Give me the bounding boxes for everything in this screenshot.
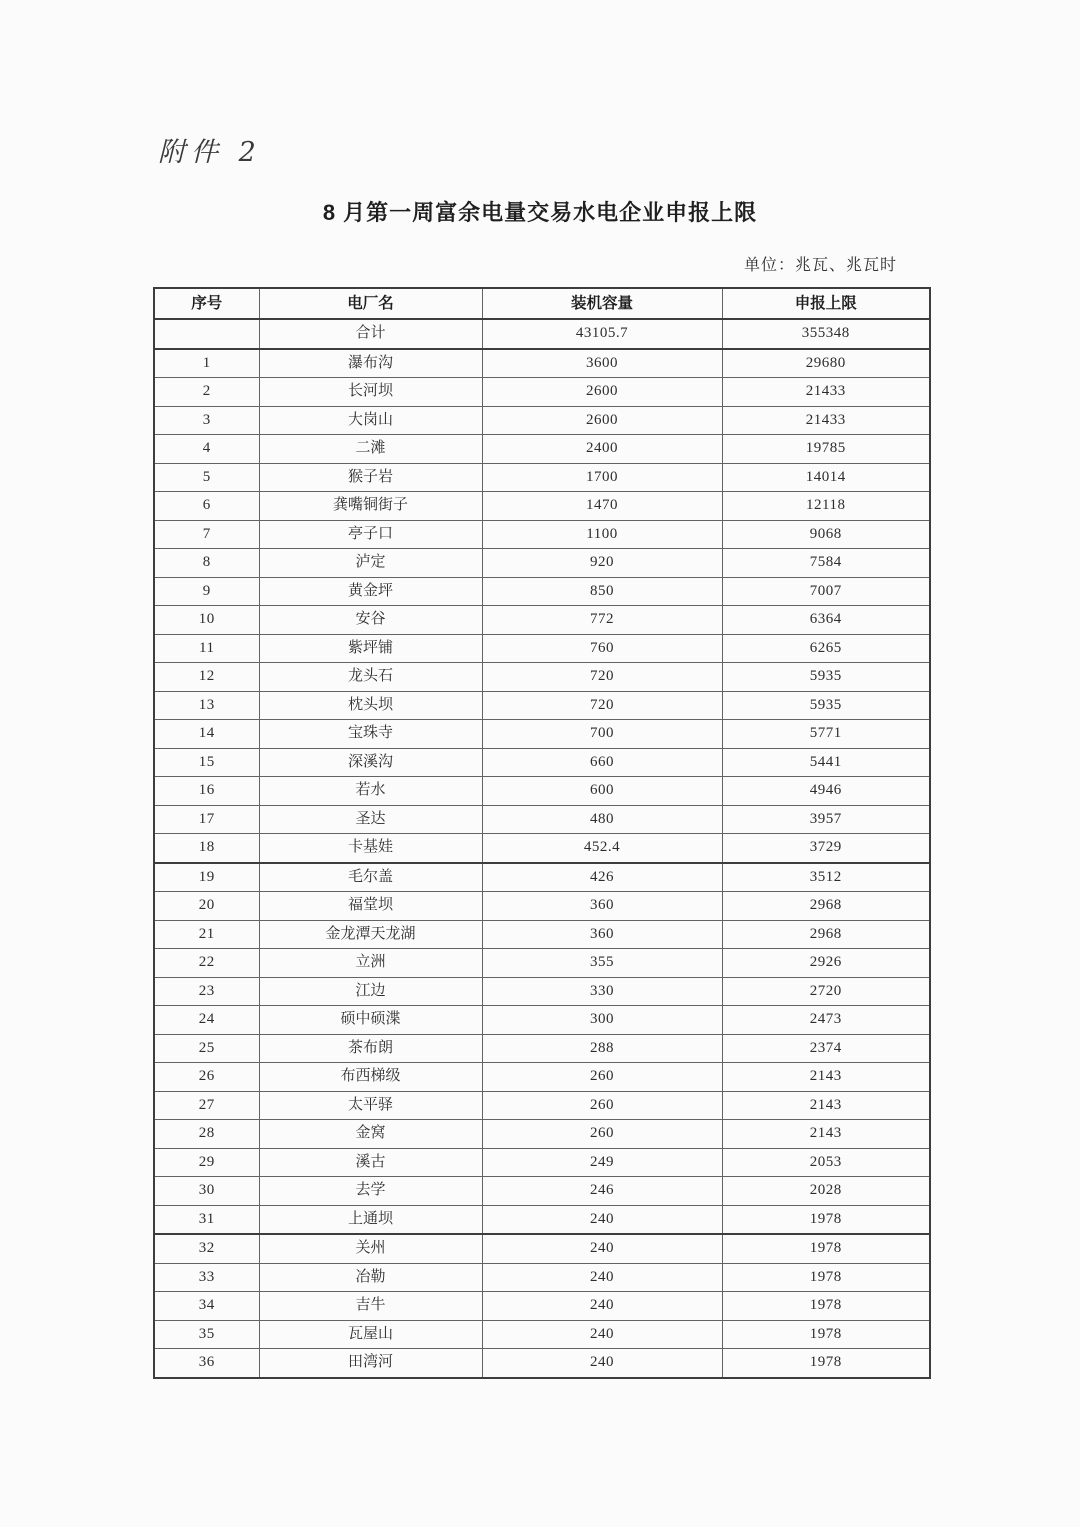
plant-name-cell: 福堂坝 (259, 892, 482, 921)
row-no-cell: 30 (154, 1177, 259, 1206)
capacity-cell: 600 (482, 777, 722, 806)
limit-cell: 1978 (722, 1292, 930, 1321)
table-row (154, 805, 930, 834)
plant-name-cell: 若水 (259, 777, 482, 806)
plant-name-cell: 冶勒 (259, 1263, 482, 1292)
limit-cell: 21433 (722, 378, 930, 407)
row-no-cell: 9 (154, 577, 259, 606)
row-no-cell: 17 (154, 805, 259, 834)
table-row (154, 949, 930, 978)
capacity-cell: 2600 (482, 378, 722, 407)
capacity-cell: 330 (482, 977, 722, 1006)
plant-name-cell: 长河坝 (259, 378, 482, 407)
table-row (154, 920, 930, 949)
capacity-cell: 240 (482, 1349, 722, 1378)
limit-cell: 2143 (722, 1063, 930, 1092)
row-no-cell: 6 (154, 492, 259, 521)
table-row (154, 1263, 930, 1292)
row-no-cell: 7 (154, 520, 259, 549)
limit-cell: 355348 (722, 319, 930, 349)
header-col-capacity: 装机容量 (482, 288, 722, 319)
capacity-cell: 240 (482, 1320, 722, 1349)
plant-name-cell: 江边 (259, 977, 482, 1006)
table-row (154, 977, 930, 1006)
capacity-cell: 2400 (482, 435, 722, 464)
plant-name-cell: 瓦屋山 (259, 1320, 482, 1349)
capacity-cell: 240 (482, 1205, 722, 1234)
row-no-cell: 4 (154, 435, 259, 464)
plant-name-cell: 紫坪铺 (259, 634, 482, 663)
table-row (154, 1205, 930, 1234)
row-no-cell: 28 (154, 1120, 259, 1149)
limit-cell: 5771 (722, 720, 930, 749)
header-col-no: 序号 (154, 288, 259, 319)
plant-name-cell: 合计 (259, 319, 482, 349)
limit-cell: 2968 (722, 892, 930, 921)
row-no-cell: 36 (154, 1349, 259, 1378)
row-no-cell: 24 (154, 1006, 259, 1035)
plant-name-cell: 宝珠寺 (259, 720, 482, 749)
plant-name-cell: 黄金坪 (259, 577, 482, 606)
plant-name-cell: 金龙潭天龙湖 (259, 920, 482, 949)
capacity-cell: 426 (482, 863, 722, 892)
capacity-cell: 660 (482, 748, 722, 777)
plant-name-cell: 大岗山 (259, 406, 482, 435)
limit-cell: 2028 (722, 1177, 930, 1206)
table-row (154, 1006, 930, 1035)
row-no-cell: 34 (154, 1292, 259, 1321)
plant-name-cell: 亭子口 (259, 520, 482, 549)
table-row (154, 634, 930, 663)
table-row (154, 720, 930, 749)
row-no-cell: 23 (154, 977, 259, 1006)
limit-cell: 29680 (722, 349, 930, 378)
table-row (154, 892, 930, 921)
plant-name-cell: 瀑布沟 (259, 349, 482, 378)
row-no-cell: 13 (154, 691, 259, 720)
capacity-cell: 260 (482, 1063, 722, 1092)
capacity-cell: 300 (482, 1006, 722, 1035)
header-col-plant: 电厂名 (259, 288, 482, 319)
table-row (154, 349, 930, 378)
row-no-cell: 8 (154, 549, 259, 578)
plant-name-cell: 硕中硕渫 (259, 1006, 482, 1035)
table-row (154, 1234, 930, 1263)
plant-name-cell: 深溪沟 (259, 748, 482, 777)
limit-cell: 2374 (722, 1034, 930, 1063)
row-no-cell: 32 (154, 1234, 259, 1263)
row-no-cell: 16 (154, 777, 259, 806)
limit-cell: 3957 (722, 805, 930, 834)
limit-cell: 4946 (722, 777, 930, 806)
plant-name-cell: 卡基娃 (259, 834, 482, 863)
table-row (154, 435, 930, 464)
row-no-cell: 20 (154, 892, 259, 921)
capacity-cell: 240 (482, 1292, 722, 1321)
capacity-cell: 3600 (482, 349, 722, 378)
header-col-limit: 申报上限 (722, 288, 930, 319)
table-body (154, 319, 930, 1378)
limit-cell: 12118 (722, 492, 930, 521)
row-no-cell: 33 (154, 1263, 259, 1292)
capacity-cell: 260 (482, 1091, 722, 1120)
row-no-cell: 2 (154, 378, 259, 407)
table-row (154, 1177, 930, 1206)
plant-name-cell: 毛尔盖 (259, 863, 482, 892)
table-row (154, 1063, 930, 1092)
table-row (154, 691, 930, 720)
table-row (154, 492, 930, 521)
limit-cell: 3729 (722, 834, 930, 863)
table-row (154, 748, 930, 777)
table-row (154, 520, 930, 549)
capacity-cell: 246 (482, 1177, 722, 1206)
table-row (154, 1148, 930, 1177)
capacity-cell: 2600 (482, 406, 722, 435)
plant-name-cell: 田湾河 (259, 1349, 482, 1378)
capacity-cell: 360 (482, 920, 722, 949)
capacity-cell: 720 (482, 663, 722, 692)
row-no-cell: 19 (154, 863, 259, 892)
limit-cell: 14014 (722, 463, 930, 492)
capacity-cell: 452.4 (482, 834, 722, 863)
capacity-cell: 760 (482, 634, 722, 663)
table-row (154, 663, 930, 692)
capacity-cell: 249 (482, 1148, 722, 1177)
row-no-cell: 26 (154, 1063, 259, 1092)
row-no-cell (154, 319, 259, 349)
row-no-cell: 27 (154, 1091, 259, 1120)
plant-name-cell: 吉牛 (259, 1292, 482, 1321)
plant-name-cell: 圣达 (259, 805, 482, 834)
table-row (154, 577, 930, 606)
row-no-cell: 25 (154, 1034, 259, 1063)
limit-cell: 1978 (722, 1263, 930, 1292)
limit-cell: 7584 (722, 549, 930, 578)
limit-cell: 2143 (722, 1120, 930, 1149)
total-row (154, 319, 930, 349)
unit-note: 单位：兆瓦、兆瓦时 (743, 257, 897, 274)
limit-cell: 1978 (722, 1349, 930, 1378)
capacity-cell: 240 (482, 1263, 722, 1292)
table-row (154, 406, 930, 435)
limit-cell: 2053 (722, 1148, 930, 1177)
limit-cell: 2720 (722, 977, 930, 1006)
capacity-cell: 700 (482, 720, 722, 749)
capacity-cell: 288 (482, 1034, 722, 1063)
limit-cell: 5441 (722, 748, 930, 777)
limit-cell: 6265 (722, 634, 930, 663)
table-row (154, 1292, 930, 1321)
capacity-cell: 360 (482, 892, 722, 921)
row-no-cell: 1 (154, 349, 259, 378)
limit-cell: 9068 (722, 520, 930, 549)
plant-name-cell: 龙头石 (259, 663, 482, 692)
capacity-cell: 1470 (482, 492, 722, 521)
limit-cell: 2143 (722, 1091, 930, 1120)
capacity-cell: 260 (482, 1120, 722, 1149)
row-no-cell: 3 (154, 406, 259, 435)
plant-name-cell: 猴子岩 (259, 463, 482, 492)
table-row (154, 1091, 930, 1120)
plant-name-cell: 关州 (259, 1234, 482, 1263)
limit-cell: 3512 (722, 863, 930, 892)
plant-name-cell: 安谷 (259, 606, 482, 635)
plant-name-cell: 布西梯级 (259, 1063, 482, 1092)
limit-cell: 1978 (722, 1320, 930, 1349)
limit-cell: 1978 (722, 1234, 930, 1263)
row-no-cell: 22 (154, 949, 259, 978)
plant-name-cell: 上通坝 (259, 1205, 482, 1234)
row-no-cell: 29 (154, 1148, 259, 1177)
row-no-cell: 14 (154, 720, 259, 749)
row-no-cell: 11 (154, 634, 259, 663)
row-no-cell: 18 (154, 834, 259, 863)
plant-name-cell: 茶布朗 (259, 1034, 482, 1063)
limit-cell: 2926 (722, 949, 930, 978)
plant-name-cell: 太平驿 (259, 1091, 482, 1120)
row-no-cell: 5 (154, 463, 259, 492)
plant-name-cell: 二滩 (259, 435, 482, 464)
limit-cell: 5935 (722, 691, 930, 720)
plant-name-cell: 溪古 (259, 1148, 482, 1177)
table-row (154, 463, 930, 492)
capacity-cell: 1700 (482, 463, 722, 492)
limit-cell: 2968 (722, 920, 930, 949)
table-row (154, 863, 930, 892)
plant-name-cell: 泸定 (259, 549, 482, 578)
capacity-cell: 720 (482, 691, 722, 720)
capacity-cell: 43105.7 (482, 319, 722, 349)
capacity-cell: 480 (482, 805, 722, 834)
table-row (154, 378, 930, 407)
capacity-cell: 850 (482, 577, 722, 606)
plant-name-cell: 龚嘴铜街子 (259, 492, 482, 521)
limit-cell: 19785 (722, 435, 930, 464)
page-title: 8 月第一周富余电量交易水电企业申报上限 (322, 200, 758, 225)
limit-cell: 7007 (722, 577, 930, 606)
plant-name-cell: 枕头坝 (259, 691, 482, 720)
table-row (154, 1034, 930, 1063)
row-no-cell: 31 (154, 1205, 259, 1234)
row-no-cell: 21 (154, 920, 259, 949)
row-no-cell: 15 (154, 748, 259, 777)
table-row (154, 549, 930, 578)
table-row (154, 606, 930, 635)
table-row (154, 1120, 930, 1149)
table-row (154, 834, 930, 863)
limit-cell: 21433 (722, 406, 930, 435)
capacity-cell: 920 (482, 549, 722, 578)
row-no-cell: 35 (154, 1320, 259, 1349)
table-row (154, 777, 930, 806)
table-header-row (154, 288, 930, 319)
capacity-cell: 772 (482, 606, 722, 635)
limit-cell: 1978 (722, 1205, 930, 1234)
plant-name-cell: 金窝 (259, 1120, 482, 1149)
limit-cell: 2473 (722, 1006, 930, 1035)
row-no-cell: 10 (154, 606, 259, 635)
capacity-cell: 355 (482, 949, 722, 978)
limit-cell: 6364 (722, 606, 930, 635)
capacity-cell: 240 (482, 1234, 722, 1263)
limit-cell: 5935 (722, 663, 930, 692)
capacity-cell: 1100 (482, 520, 722, 549)
plant-name-cell: 立洲 (259, 949, 482, 978)
plant-name-cell: 去学 (259, 1177, 482, 1206)
attachment-label: 附件 2 (158, 137, 262, 168)
table-row (154, 1320, 930, 1349)
declaration-table (153, 287, 931, 1379)
table-row (154, 1349, 930, 1378)
row-no-cell: 12 (154, 663, 259, 692)
